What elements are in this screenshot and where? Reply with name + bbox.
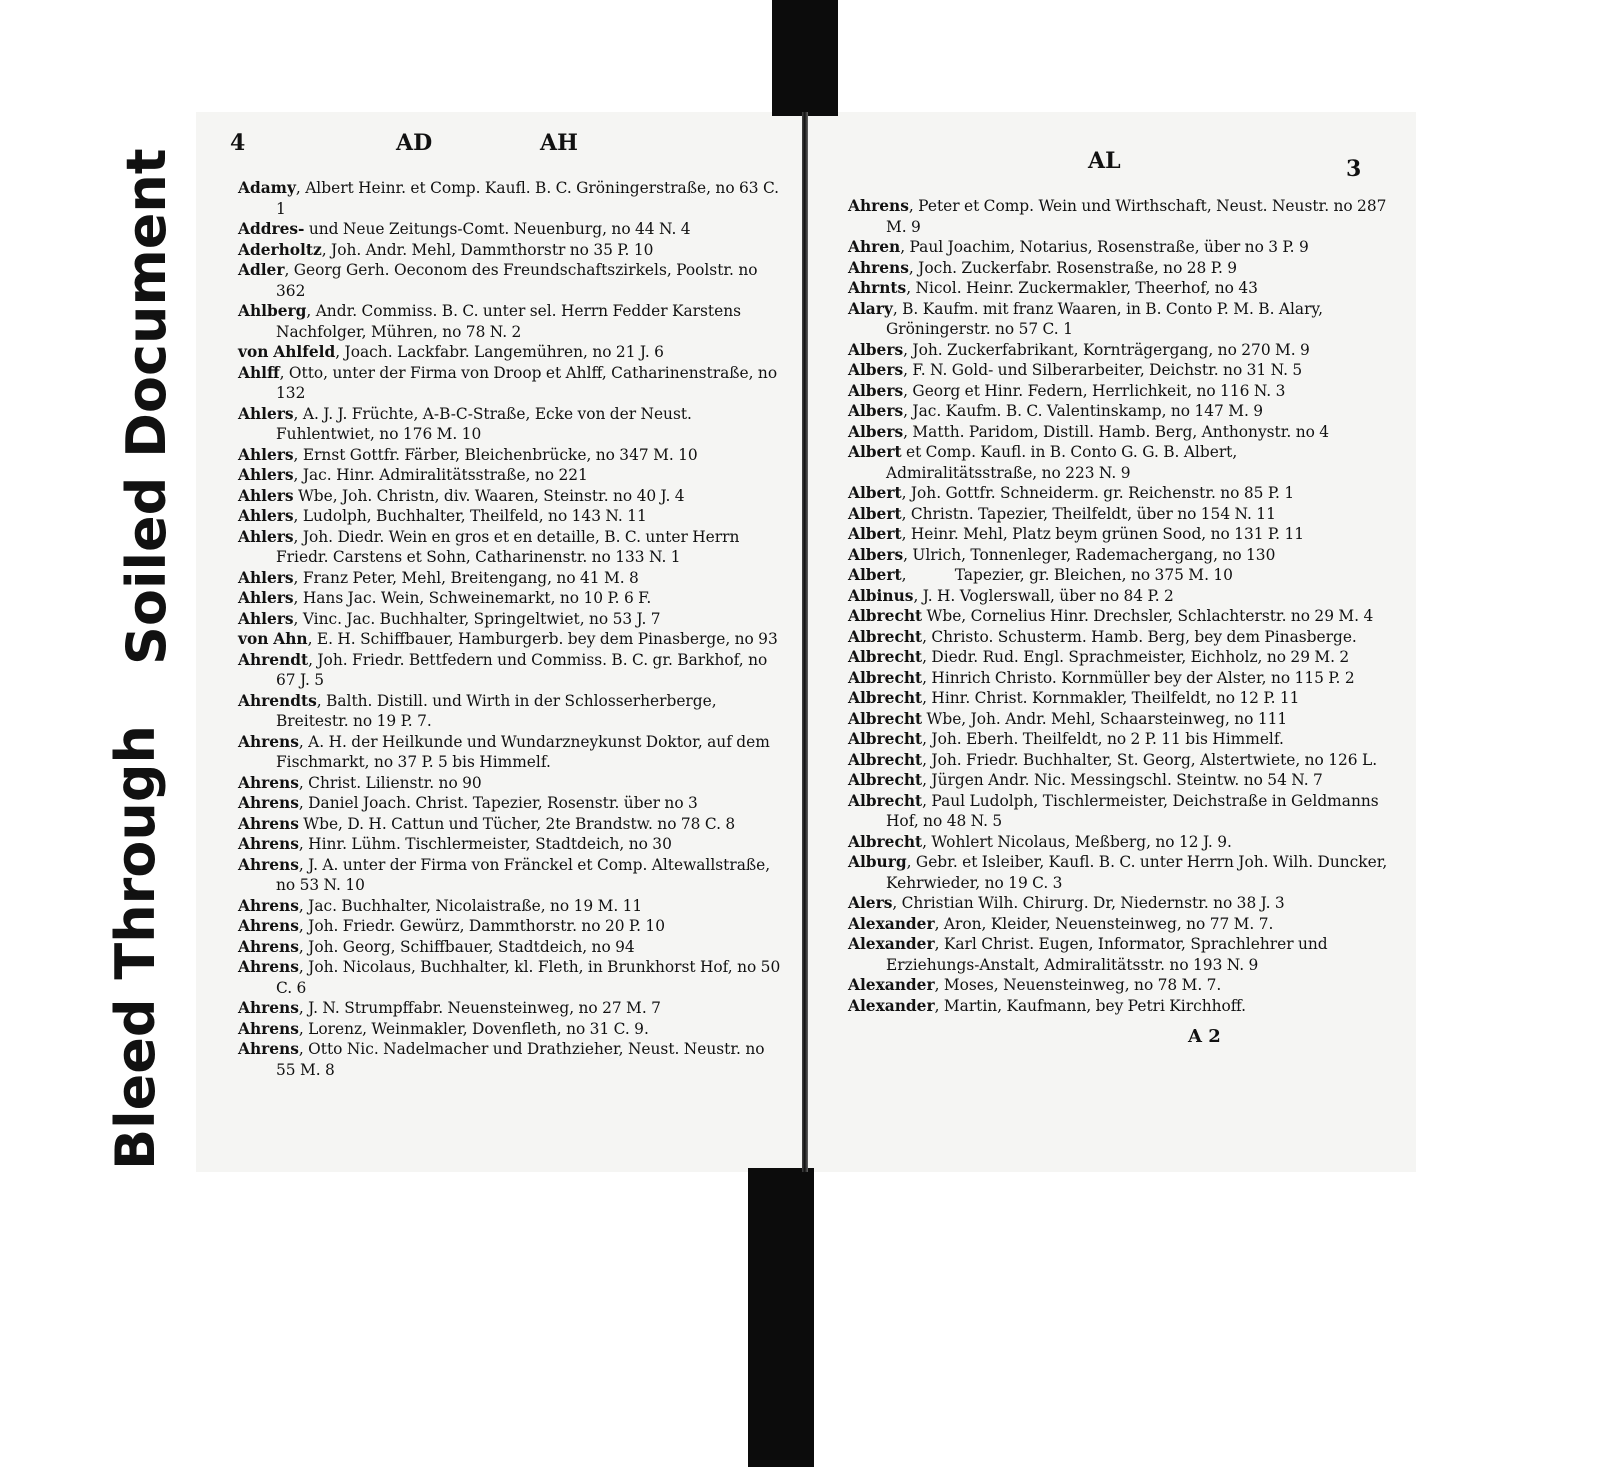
entry-details: , Vinc. Jac. Buchhalter, Springeltwiet, no 53 J. 7	[293, 609, 661, 628]
entry-details: , Christn. Tapezier, Theilfeldt, über no 154 N. 11	[901, 504, 1276, 523]
directory-entry	[848, 688, 1388, 709]
directory-entry	[848, 996, 1388, 1017]
entry-name: Ahlers	[238, 466, 294, 484]
entry-name: Aderholtz	[238, 240, 322, 259]
entry-details: , Joh. Eberh. Theilfeldt, no 2 P. 11 bis Himmelf.	[922, 730, 1284, 748]
directory-entry	[848, 360, 1388, 381]
entry-details: , Lorenz, Weinmakler, Dovenfleth, no 31 C. 9.	[298, 1019, 649, 1038]
entry-details: , Hinr. Lühm. Tischlermeister, Stadtdeich, no 30	[298, 835, 672, 853]
entry-details: , Hinr. Christ. Kornmakler, Theilfeldt, no 12 P. 11	[922, 689, 1300, 707]
entry-details: et Comp. Kaufl. in B. Conto G. G. B. Albert, Admiralitätsstraße, no 223 N. 9	[886, 443, 1242, 482]
entry-details: , Jac. Hinr. Admiralitätsstraße, no 221	[293, 466, 588, 484]
entry-details: , Otto, unter der Firma von Droop et Ahlff, Catharinenstraße, no 132	[276, 363, 782, 402]
directory-entry	[848, 483, 1388, 504]
directory-entry	[848, 586, 1388, 607]
directory-entry	[238, 732, 783, 773]
directory-entry	[848, 627, 1388, 648]
entry-details: , Christian Wilh. Chirurg. Dr, Niedernstr. no 38 J. 3	[892, 894, 1285, 912]
directory-entry	[238, 363, 783, 404]
entry-name: Ahlers	[238, 568, 294, 587]
entry-details: , Heinr. Mehl, Platz beym grünen Sood, no 131 P. 11	[901, 525, 1305, 543]
entry-name: Albrecht	[848, 607, 923, 625]
entry-details: , Georg Gerh. Oeconom des Freundschaftszirkels, Poolstr. no 362	[276, 261, 762, 300]
directory-entry	[848, 893, 1388, 914]
entry-name: Albert	[848, 525, 902, 543]
directory-entry	[238, 588, 783, 609]
directory-entry	[238, 445, 783, 466]
directory-entry	[238, 998, 783, 1019]
entry-details: , Joh. Diedr. Wein en gros et en detaille, B. C. unter Herrn Friedr. Carstens et Sohn, Catharinenstr. no 133 N. 1	[276, 527, 744, 566]
directory-entry	[848, 258, 1388, 279]
entry-name: Albrecht	[848, 668, 923, 687]
signature-mark: A 2	[1188, 1026, 1221, 1047]
directory-entry	[238, 486, 783, 507]
directory-entry	[848, 975, 1388, 996]
directory-entry	[238, 814, 783, 835]
right-page-number: 3	[1346, 156, 1362, 182]
entry-name: Albers	[848, 340, 904, 359]
directory-entry	[238, 260, 783, 301]
entry-details: , J. N. Strumpffabr. Neuensteinweg, no 27 M. 7	[298, 999, 661, 1017]
right-page	[848, 148, 1392, 1047]
left-page-header	[230, 130, 783, 164]
right-page-header	[848, 148, 1388, 182]
entry-name: Albers	[848, 545, 904, 564]
entry-name: Albert	[848, 504, 902, 523]
binding-strip-top	[772, 0, 838, 116]
entry-details: , Gebr. et Isleiber, Kaufl. B. C. unter Herrn Joh. Wilh. Duncker, Kehrwieder, no 19 C. 3	[886, 853, 1392, 892]
entry-name: Ahlberg	[238, 302, 307, 320]
left-page	[230, 130, 785, 1080]
directory-entry	[848, 709, 1388, 730]
directory-entry	[848, 647, 1388, 668]
entry-details: , Joch. Zuckerfabr. Rosenstraße, no 28 P. 9	[908, 258, 1238, 277]
entry-details: , Paul Joachim, Notarius, Rosenstraße, über no 3 P. 9	[900, 238, 1309, 256]
entry-name: Ahlers	[238, 445, 294, 464]
entry-details: , Aron, Kleider, Neuensteinweg, no 77 M. 7.	[934, 914, 1274, 933]
directory-entry	[848, 381, 1388, 402]
page-gutter	[802, 112, 808, 1172]
entry-name: Ahrens	[238, 896, 299, 915]
directory-entry	[848, 791, 1388, 832]
entry-details: , F. N. Gold- und Silberarbeiter, Deichstr. no 31 N. 5	[903, 361, 1303, 379]
entry-details: , Albert Heinr. et Comp. Kaufl. B. C. Gröningerstraße, no 63 C. 1	[276, 179, 784, 218]
entry-name: Ahrens	[238, 999, 299, 1017]
directory-entry	[238, 773, 783, 794]
entry-name: Albers	[848, 422, 904, 441]
entry-details: , Hinrich Christo. Kornmüller bey der Alster, no 115 P. 2	[922, 668, 1355, 687]
entry-details: , Jac. Kaufm. B. C. Valentinskamp, no 147 M. 9	[903, 402, 1264, 420]
directory-entry	[848, 504, 1388, 525]
entry-name: von Ahn	[238, 630, 308, 648]
directory-entry	[848, 278, 1388, 299]
entry-details: , J. H. Voglerswall, über no 84 P. 2	[913, 586, 1174, 605]
entry-details: , Jürgen Andr. Nic. Messingschl. Steintw. no 54 N. 7	[922, 771, 1323, 789]
entry-name: Albrecht	[848, 750, 923, 769]
entry-name: Ahrnts	[848, 279, 907, 297]
entry-name: Ahlers	[238, 527, 294, 546]
entry-details: Wbe, D. H. Cattun und Tücher, 2te Brandstw. no 78 C. 8	[298, 814, 736, 833]
directory-entry	[238, 609, 783, 630]
entry-details: , Christo. Schusterm. Hamb. Berg, bey dem Pinasberge.	[922, 627, 1357, 646]
entry-name: Ahrendts	[238, 691, 317, 710]
entry-name: Alers	[848, 894, 893, 912]
binding-strip-bottom	[748, 1168, 814, 1467]
left-entry-list	[238, 178, 783, 1080]
entry-details: , Nicol. Heinr. Zuckermakler, Theerhof, no 43	[906, 279, 1258, 297]
entry-name: Albrecht	[848, 709, 923, 728]
right-header-range: AL	[1088, 148, 1121, 174]
entry-name: Ahrens	[238, 1040, 299, 1058]
entry-name: Ahrens	[238, 835, 299, 853]
directory-entry	[848, 934, 1388, 975]
directory-entry	[238, 957, 783, 998]
directory-entry	[848, 668, 1388, 689]
directory-entry	[238, 465, 783, 486]
directory-entry	[848, 401, 1388, 422]
entry-details: , Daniel Joach. Christ. Tapezier, Rosenstr. über no 3	[298, 794, 698, 812]
directory-entry	[848, 770, 1388, 791]
entry-name: Ahrens	[238, 937, 299, 956]
entry-details: , A. H. der Heilkunde und Wundarzneykunst Doktor, auf dem Fischmarkt, no 37 P. 5 bis Himmelf.	[276, 732, 775, 771]
entry-name: Ahrens	[238, 773, 299, 792]
entry-name: Ahlers	[238, 404, 294, 423]
left-header-first: AD	[396, 130, 433, 156]
entry-details: , Franz Peter, Mehl, Breitengang, no 41 M. 8	[293, 568, 639, 587]
entry-name: Albers	[848, 381, 904, 400]
entry-name: Albrecht	[848, 689, 923, 707]
directory-entry	[238, 568, 783, 589]
entry-name: Ahrens	[848, 258, 909, 277]
entry-details: , Joh. Andr. Mehl, Dammthorstr no 35 P. 10	[321, 240, 654, 259]
entry-details: , Moses, Neuensteinweg, no 78 M. 7.	[934, 976, 1222, 994]
entry-details: , Ludolph, Buchhalter, Theilfeld, no 143 N. 11	[293, 507, 647, 525]
entry-details: Wbe, Joh. Christn, div. Waaren, Steinstr. no 40 J. 4	[293, 486, 685, 505]
entry-details: , Joh. Nicolaus, Buchhalter, kl. Fleth, in Brunkhorst Hof, no 50 C. 6	[276, 958, 785, 997]
bleed-through-label: Bleed Through	[104, 725, 167, 1170]
right-entry-list	[848, 196, 1392, 1016]
directory-entry	[238, 629, 783, 650]
entry-name: Albrecht	[848, 730, 923, 748]
entry-name: Albert	[848, 443, 902, 461]
entry-name: Ahrens	[238, 794, 299, 812]
entry-details: , Diedr. Rud. Engl. Sprachmeister, Eichholz, no 29 M. 2	[922, 648, 1350, 666]
directory-entry	[848, 832, 1388, 853]
directory-entry	[238, 240, 783, 261]
entry-details: , Hans Jac. Wein, Schweinemarkt, no 10 P. 6 F.	[293, 589, 652, 607]
directory-entry	[238, 1019, 783, 1040]
left-header-last: AH	[540, 130, 578, 156]
directory-entry	[848, 729, 1388, 750]
directory-entry	[238, 834, 783, 855]
directory-entry	[238, 342, 783, 363]
entry-details: , Joh. Georg, Schiffbauer, Stadtdeich, no 94	[298, 937, 635, 956]
directory-entry	[238, 793, 783, 814]
entry-name: Ahlers	[238, 486, 294, 505]
entry-name: Alexander	[848, 996, 935, 1015]
entry-name: Albrecht	[848, 832, 923, 851]
entry-name: Addres-	[238, 220, 305, 238]
entry-name: Albert	[848, 484, 902, 502]
entry-details: , B. Kaufm. mit franz Waaren, in B. Conto P. M. B. Alary, Gröningerstr. no 57 C. 1	[886, 299, 1328, 338]
entry-name: Albrecht	[848, 627, 923, 646]
entry-name: Adler	[238, 261, 285, 279]
entry-name: Ahrens	[238, 814, 299, 833]
entry-name: Ahlff	[238, 363, 280, 382]
directory-entry	[848, 299, 1388, 340]
entry-details: , Jac. Buchhalter, Nicolaistraße, no 19 M. 11	[298, 896, 643, 915]
entry-details: , Karl Christ. Eugen, Informator, Sprachlehrer und Erziehungs-Anstalt, Admiralitätsstr. no 193 N. 9	[886, 935, 1333, 974]
entry-details: , Ulrich, Tonnenleger, Rademachergang, no 130	[903, 545, 1276, 564]
entry-name: Ahlers	[238, 507, 294, 525]
directory-entry	[238, 916, 783, 937]
entry-details: , Balth. Distill. und Wirth in der Schlosserherberge, Breitestr. no 19 P. 7.	[276, 691, 722, 730]
entry-details: , Martin, Kaufmann, bey Petri Kirchhoff.	[934, 996, 1247, 1015]
entry-name: Ahrens	[238, 1019, 299, 1038]
entry-details: , A. J. J. Früchte, A-B-C-Straße, Ecke von der Neust. Fuhlentwiet, no 176 M. 10	[276, 404, 697, 443]
entry-name: von Ahlfeld	[238, 343, 336, 361]
entry-name: Alexander	[848, 914, 935, 933]
entry-details: , Ernst Gottfr. Färber, Bleichenbrücke, no 347 M. 10	[293, 445, 698, 464]
left-page-number: 4	[230, 130, 246, 156]
entry-details: , Joh. Friedr. Buchhalter, St. Georg, Alstertwiete, no 126 L.	[922, 750, 1378, 769]
directory-entry	[238, 855, 783, 896]
directory-entry	[848, 340, 1388, 361]
entry-details: , Georg et Hinr. Federn, Herrlichkeit, no 116 N. 3	[903, 381, 1286, 400]
entry-details: , Paul Ludolph, Tischlermeister, Deichstraße in Geldmanns Hof, no 48 N. 5	[886, 791, 1384, 830]
directory-entry	[238, 1039, 783, 1080]
entry-details: , Joh. Friedr. Gewürz, Dammthorstr. no 20 P. 10	[298, 917, 666, 935]
entry-details: , E. H. Schiffbauer, Hamburgerb. bey dem Pinasberge, no 93	[307, 630, 778, 648]
entry-details: Wbe, Cornelius Hinr. Drechsler, Schlachterstr. no 29 M. 4	[922, 607, 1374, 625]
entry-name: Ahrens	[238, 917, 299, 935]
entry-name: Albrecht	[848, 791, 923, 810]
entry-details: , J. A. unter der Firma von Fränckel et Comp. Altewallstraße, no 53 N. 10	[276, 855, 775, 894]
directory-entry	[848, 442, 1388, 483]
directory-entry	[848, 237, 1388, 258]
entry-name: Ahrens	[238, 732, 299, 751]
directory-entry	[848, 750, 1388, 771]
directory-entry	[238, 178, 783, 219]
directory-entry	[238, 937, 783, 958]
entry-name: Alexander	[848, 935, 935, 953]
directory-entry	[238, 301, 783, 342]
directory-entry	[848, 606, 1388, 627]
directory-entry	[238, 506, 783, 527]
directory-entry	[848, 852, 1392, 893]
entry-details: , Tapezier, gr. Bleichen, no 375 M. 10	[901, 566, 1233, 584]
entry-name: Alary	[848, 299, 893, 318]
entry-name: Albers	[848, 361, 904, 379]
entry-name: Ahrens	[238, 855, 299, 874]
entry-name: Albinus	[848, 586, 914, 605]
directory-entry	[238, 650, 783, 691]
entry-details: , Otto Nic. Nadelmacher und Drathzieher, Neust. Neustr. no 55 M. 8	[276, 1040, 769, 1079]
directory-entry	[238, 527, 783, 568]
entry-name: Ahrendt	[238, 650, 309, 669]
directory-entry	[238, 691, 783, 732]
entry-name: Alburg	[848, 853, 907, 871]
directory-entry	[238, 896, 783, 917]
entry-name: Albrecht	[848, 648, 923, 666]
directory-entry	[848, 422, 1388, 443]
entry-name: Alexander	[848, 976, 935, 994]
directory-entry	[848, 914, 1388, 935]
entry-name: Albert	[848, 566, 902, 584]
entry-name: Ahlers	[238, 609, 294, 628]
entry-details: , Matth. Paridom, Distill. Hamb. Berg, Anthonystr. no 4	[903, 422, 1330, 441]
entry-details: , Joh. Zuckerfabrikant, Kornträgergang, no 270 M. 9	[903, 340, 1310, 359]
entry-details: , Wohlert Nicolaus, Meßberg, no 12 J. 9.	[922, 832, 1232, 851]
entry-details: Wbe, Joh. Andr. Mehl, Schaarsteinweg, no 111	[922, 709, 1288, 728]
directory-entry	[238, 404, 783, 445]
entry-name: Ahlers	[238, 589, 294, 607]
entry-details: und Neue Zeitungs-Comt. Neuenburg, no 44 N. 4	[304, 220, 691, 238]
entry-details: , Joach. Lackfabr. Langemühren, no 21 J. 6	[335, 343, 664, 361]
entry-name: Ahrens	[238, 958, 299, 976]
entry-name: Albrecht	[848, 771, 923, 789]
directory-entry	[848, 196, 1391, 237]
entry-details: , Joh. Friedr. Bettfedern und Commiss. B. C. gr. Barkhof, no 67 J. 5	[276, 650, 772, 689]
entry-details: , Joh. Gottfr. Schneiderm. gr. Reichenstr. no 85 P. 1	[901, 484, 1295, 502]
entry-details: , Andr. Commiss. B. C. unter sel. Herrn Fedder Karstens Nachfolger, Mühren, no 78 N. 2	[276, 302, 746, 341]
entry-name: Adamy	[238, 179, 296, 197]
directory-entry	[848, 565, 1388, 586]
entry-details: , Christ. Lilienstr. no 90	[298, 773, 482, 792]
soiled-document-label: Soiled Document	[115, 148, 178, 665]
entry-name: Ahrens	[848, 197, 909, 215]
directory-entry	[848, 524, 1388, 545]
directory-entry	[848, 545, 1388, 566]
entry-name: Ahren	[848, 238, 901, 256]
entry-details: , Peter et Comp. Wein und Wirthschaft, Neust. Neustr. no 287 M. 9	[886, 197, 1391, 236]
entry-name: Albers	[848, 402, 904, 420]
directory-entry	[238, 219, 783, 240]
